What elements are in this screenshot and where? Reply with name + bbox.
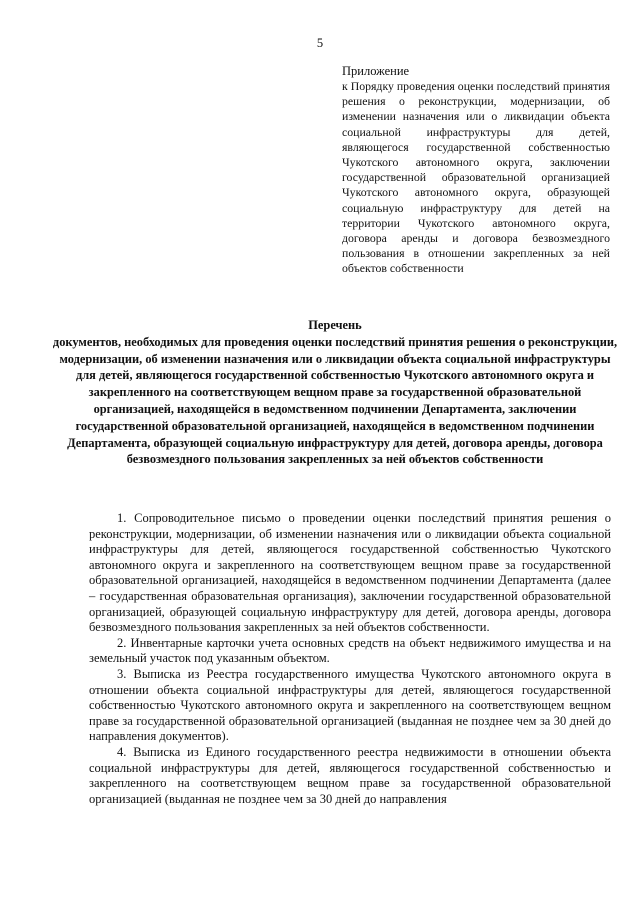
title-subtitle: документов, необходимых для проведения оценки последствий принятия решения о реконструкции, модернизации, об изменении назначения или о ликвидации объекта социальной инфраструктуры для детей, являющегося государственной собственностью Чукотского автономного округа и закрепленного на соответствующем вещном праве за государственной образовательной организацией, находящейся в ведомственном подчинении Департамента, заключении государственной образовательной организацией, находящейся в ведомственном подчинении Департамента, образующей социальную инфраструктуру для детей, договора аренды, договора безвозмездного пользования закрепленных за ней объектов собственности	[52, 334, 618, 467]
list-item: 3. Выписка из Реестра государственного имущества Чукотского автономного округа в отношении объекта социальной инфраструктуры для детей, являющегося государственной собственностью Чукотского автономного округа и закрепленного на соответствующем вещном праве за государственной образовательной организацией (выданная не позднее чем за 30 дней до направления документов).	[89, 666, 611, 744]
appendix-block	[342, 63, 610, 277]
appendix-heading: Приложение	[342, 64, 410, 78]
document-body	[89, 511, 611, 807]
appendix-text: к Порядку проведения оценки последствий принятия решения о реконструкции, модернизации, об изменении назначения или о ликвидации объекта социальной инфраструктуры для детей, являющегося государственной собственностью Чукотского автономного округа, заключении государственной образовательной организацией Чукотского автономного округа, образующей социальную инфраструктуру для детей на территории Чукотского автономного округа, договора аренды и договора безвозмездного пользования в отношении закрепленных за ней объектов собственности	[342, 79, 610, 276]
list-item: 2. Инвентарные карточки учета основных средств на объект недвижимого имущества и на земельный участок под указанным объектом.	[89, 635, 611, 666]
page-number: 5	[316, 36, 324, 50]
title-heading: Перечень	[308, 318, 362, 332]
list-item: 1. Сопроводительное письмо о проведении оценки последствий принятия решения о реконструкции, модернизации, об изменении назначения или о ликвидации объекта социальной инфраструктуры для детей, являющегося государственной собственностью Чукотского автономного округа и закрепленного на соответствующем вещном праве за государственной образовательной организацией, находящейся в ведомственном подчинении Департамента (далее – государственная образовательная организация), заключении государственной образовательной организацией, образующей социальную инфраструктуру для детей, договора аренды, договора безвозмездного пользования закрепленных за ней объектов собственности.	[89, 511, 611, 635]
list-item: 4. Выписка из Единого государственного реестра недвижимости в отношении объекта социальной инфраструктуры для детей, являющегося государственной собственностью и закрепленного на соответствующем вещном праве за государственной образовательной организацией (выданная не позднее чем за 30 дней до направления	[89, 744, 611, 806]
document-title	[52, 317, 618, 468]
